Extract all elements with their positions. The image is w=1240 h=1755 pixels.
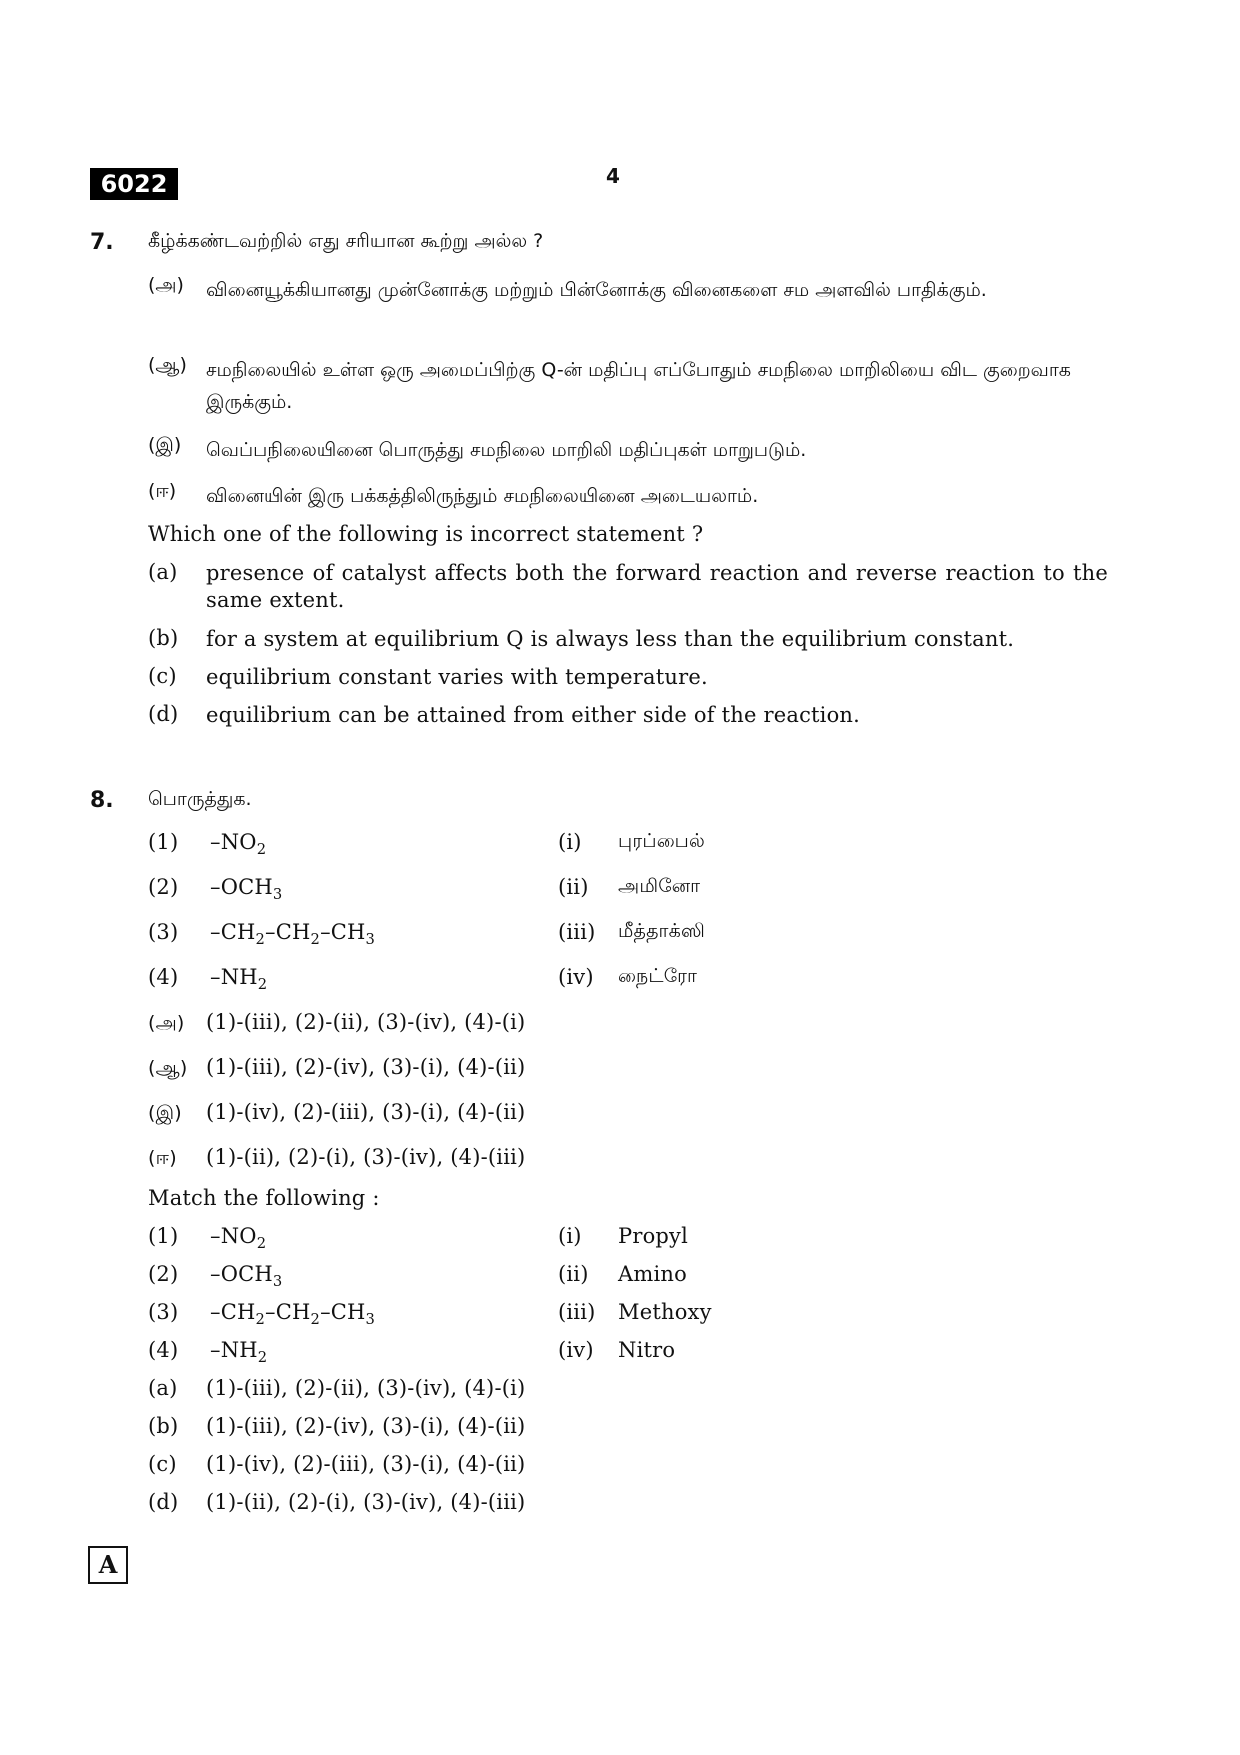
- tamil-answer-option: [148, 1145, 525, 1172]
- chemical-group: $-CH_2-CH_2-CH_3$: [210, 1300, 376, 1329]
- option-text: (1)-(ii), (2)-(i), (3)-(iv), (4)-(iii): [206, 1490, 526, 1514]
- chemical-group: $-OCH_3$: [210, 1262, 283, 1291]
- option-text: வினையூக்கியானது முன்னோக்கு மற்றும் பின்னோக்கு வினைகளை சம அளவில் பாதிக்கும்.: [206, 279, 987, 301]
- option-text: equilibrium can be attained from either side of the reaction.: [206, 703, 861, 727]
- option-label: (a): [148, 560, 178, 584]
- option-label: (ஆ): [148, 1057, 188, 1079]
- english-question-text: Match the following :: [148, 1186, 380, 1210]
- option-label: (ஈ): [148, 480, 177, 502]
- english-question-text: Which one of the following is incorrect statement ?: [148, 522, 704, 546]
- chemical-group: $-CH_2-CH_2-CH_3$: [210, 920, 376, 949]
- row-number: (3): [148, 920, 179, 944]
- option-label: (ஆ): [148, 354, 187, 376]
- option-label: (c): [148, 664, 177, 688]
- row-number: (2): [148, 1262, 179, 1286]
- chemical-group: $-NO_2$: [210, 830, 267, 859]
- row-roman: (iv): [558, 1338, 594, 1362]
- row-number: (1): [148, 830, 179, 854]
- option-label: (d): [148, 702, 179, 726]
- row-roman: (i): [558, 830, 582, 854]
- option-label: (ஈ): [148, 1147, 177, 1169]
- group-name: நைட்ரோ: [618, 965, 698, 987]
- english-answer-option: [148, 1490, 525, 1514]
- english-answer-option: [148, 1452, 525, 1476]
- tamil-option: [148, 480, 1108, 512]
- english-answer-option: [148, 1414, 525, 1438]
- option-label: (d): [148, 1490, 179, 1514]
- row-roman: (iii): [558, 920, 596, 944]
- row-roman: (iv): [558, 965, 594, 989]
- group-name: மீத்தாக்ஸி: [618, 920, 705, 942]
- option-text: (1)-(iii), (2)-(ii), (3)-(iv), (4)-(i): [206, 1376, 526, 1400]
- row-number: (1): [148, 1224, 179, 1248]
- group-name: புரப்பைல்: [618, 830, 705, 852]
- tamil-question-text: பொருத்துக.: [148, 788, 252, 810]
- chemical-group: $-OCH_3$: [210, 875, 283, 904]
- row-roman: (ii): [558, 1262, 589, 1286]
- option-text: equilibrium constant varies with temperature.: [206, 665, 708, 689]
- tamil-option: [148, 274, 1108, 338]
- option-label: (அ): [148, 274, 184, 296]
- option-text: (1)-(iii), (2)-(iv), (3)-(i), (4)-(ii): [206, 1055, 526, 1079]
- option-label: (b): [148, 626, 179, 650]
- option-label: (a): [148, 1376, 178, 1400]
- english-option: [148, 664, 1108, 692]
- chemical-group: $-NO_2$: [210, 1224, 267, 1253]
- option-label: (இ): [148, 434, 182, 456]
- row-roman: (iii): [558, 1300, 596, 1324]
- tamil-question-text: கீழ்க்கண்டவற்றில் எது சரியான கூற்று அல்ல ?: [148, 230, 544, 252]
- question-number: 8.: [90, 788, 114, 813]
- option-label: (c): [148, 1452, 177, 1476]
- row-number: (2): [148, 875, 179, 899]
- chemical-group: $-NH_2$: [210, 1338, 268, 1367]
- group-name: Nitro: [618, 1338, 676, 1362]
- paper-code: 6022: [90, 168, 178, 200]
- option-label: (அ): [148, 1012, 185, 1034]
- row-number: (3): [148, 1300, 179, 1324]
- english-option: [148, 702, 1108, 730]
- group-name: Methoxy: [618, 1300, 712, 1324]
- group-name: Propyl: [618, 1224, 689, 1248]
- english-option: [148, 560, 1108, 616]
- tamil-answer-option: [148, 1010, 525, 1037]
- option-text: (1)-(ii), (2)-(i), (3)-(iv), (4)-(iii): [206, 1145, 526, 1169]
- option-text: (1)-(iv), (2)-(iii), (3)-(i), (4)-(ii): [206, 1452, 526, 1476]
- option-text: வினையின் இரு பக்கத்திலிருந்தும் சமநிலையினை அடையலாம்.: [206, 485, 759, 507]
- group-name: அமினோ: [618, 875, 701, 897]
- tamil-option: [148, 354, 1108, 418]
- tamil-answer-option: [148, 1100, 525, 1127]
- option-text: சமநிலையில் உள்ள ஒரு அமைப்பிற்கு Q-ன் மதிப்பு எப்போதும் சமநிலை மாறிலியை விட குறைவாக இருக்கும்.: [206, 359, 1071, 413]
- option-text: வெப்பநிலையினை பொருத்து சமநிலை மாறிலி மதிப்புகள் மாறுபடும்.: [206, 439, 807, 461]
- tamil-answer-option: [148, 1055, 525, 1082]
- option-text: for a system at equilibrium Q is always less than the equilibrium constant.: [206, 627, 1015, 651]
- option-text: (1)-(iii), (2)-(iv), (3)-(i), (4)-(ii): [206, 1414, 526, 1438]
- tamil-option: [148, 434, 1108, 466]
- series-letter-box: A: [88, 1546, 128, 1584]
- option-label: (இ): [148, 1102, 182, 1124]
- option-text: presence of catalyst affects both the forward reaction and reverse reaction to the same extent.: [206, 561, 1108, 612]
- row-roman: (ii): [558, 875, 589, 899]
- chemical-group: $-NH_2$: [210, 965, 268, 994]
- english-option: [148, 626, 1108, 654]
- option-text: (1)-(iv), (2)-(iii), (3)-(i), (4)-(ii): [206, 1100, 526, 1124]
- row-number: (4): [148, 1338, 179, 1362]
- option-label: (b): [148, 1414, 179, 1438]
- page-number: 4: [606, 164, 620, 188]
- group-name: Amino: [618, 1262, 687, 1286]
- english-answer-option: [148, 1376, 525, 1400]
- row-roman: (i): [558, 1224, 582, 1248]
- option-text: (1)-(iii), (2)-(ii), (3)-(iv), (4)-(i): [206, 1010, 526, 1034]
- row-number: (4): [148, 965, 179, 989]
- question-number: 7.: [90, 230, 114, 255]
